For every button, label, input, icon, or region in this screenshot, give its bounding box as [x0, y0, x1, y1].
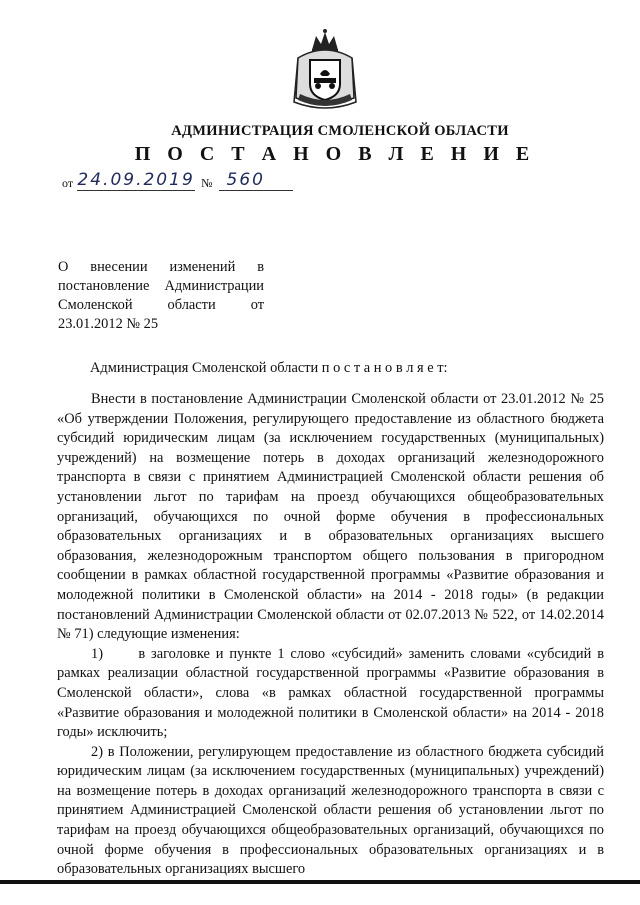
paragraph: 2) в Положении, регулирующем предоставление из областного бюджета субсидий юридическим лицам (за исключением государственных (муниципальных) учреждений) на возмещение потерь в доходах организаций железнодорожного транспорта в связи с принятием Администрацией Смоленской области решения об установлении льгот по тарифам на проезд обучающихся общеобразовательных организаций, обучающихся по очной форме обучения в профессиональных образовательных организациях и в образовательных организациях высшего [57, 743, 604, 878]
document-date: 24.09.2019 [77, 170, 195, 190]
organization-title: АДМИНИСТРАЦИЯ СМОЛЕНСКОЙ ОБЛАСТИ [171, 123, 509, 139]
preamble: Администрация Смоленской области п о с т а н о в л я е т: [90, 360, 448, 376]
paragraph: 1) в заголовке и пункте 1 слово «субсидий» заменить словами «субсидий в рамках реализации областной государственной программы «Развитие образования в Смоленской области», слова «в рамках областной государственной программы «Развитие образования и молодежной политики в Смоленской области» на 2014 - 2018 годы» исключить; [57, 645, 608, 741]
date-label: от [62, 176, 74, 190]
date-number-line [62, 170, 293, 191]
page-bottom-border [0, 880, 640, 884]
subject-last-line: 23.01.2012 № 25 [58, 316, 159, 332]
document-subject [58, 258, 264, 334]
document-number: 560 [219, 170, 293, 191]
document-type: П О С Т А Н О В Л Е Н И Е [134, 143, 536, 165]
coat-of-arms-icon [290, 28, 360, 110]
paragraph: Внести в постановление Администрации Смоленской области от 23.01.2012 № 25 «Об утверждении Положения, регулирующего предоставление из областного бюджета субсидий юридическим лицам (за исключением государственных (муниципальных) учреждений) на возмещение потерь в доходах организаций железнодорожного транспорта в связи с принятием Администрацией Смоленской области решения об установлении льгот по тарифам на проезд обучающихся общеобразовательных организаций, обучающихся по очной форме обучения в профессиональных образовательных организациях и в образовательных организациях высшего образования, железнодорожным транспортом общего пользования в пригородном сообщении в рамках областной государственной программы «Развитие образования и молодежной политики в Смоленской области» на 2014 - 2018 годы» (в редакции постановлений Администрации Смоленской области от 02.07.2013 № 522, от 14.02.2014 № 71) следующие изменения: [57, 391, 604, 643]
document-body [57, 390, 608, 880]
subject-text: О внесении изменений в постановление Администрации Смоленской области от [58, 259, 264, 313]
number-label: № [201, 176, 213, 190]
